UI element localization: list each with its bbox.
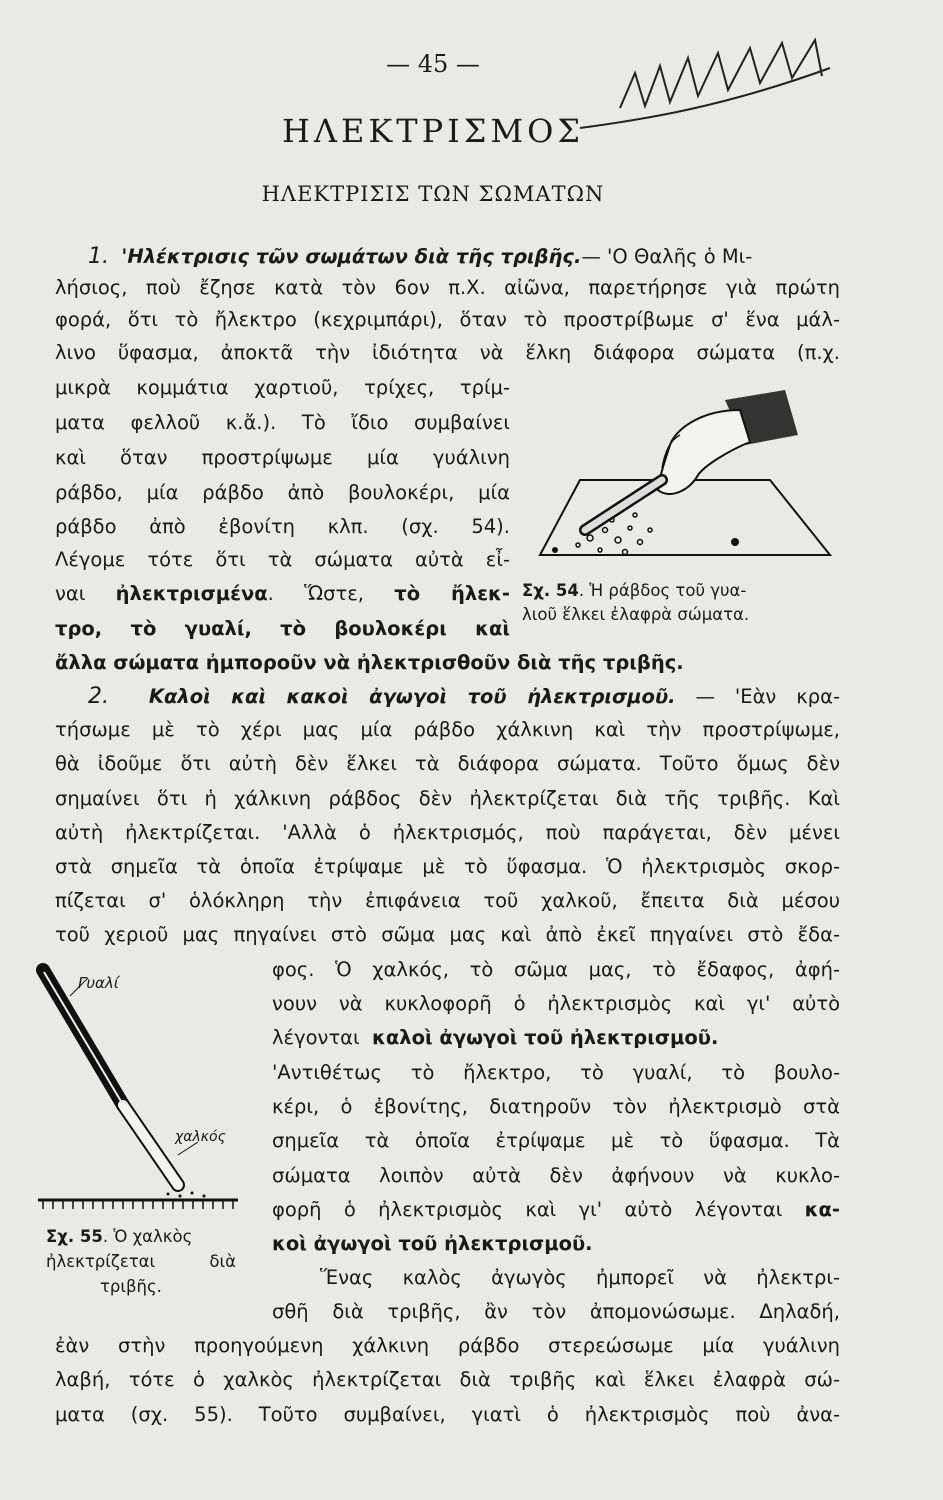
p3-line-1: Ἕνας καλὸς ἀγωγὸς ἠμπορεῖ νὰ ἠλεκτρι- <box>320 1266 840 1289</box>
p2-line-13: κέρι, ὁ ἐβονίτης, διατηροῦν τὸν ἠλεκτρισμὸ στὰ <box>272 1095 840 1118</box>
p1-heading: 'Ηλέκτρισις τῶν σωμάτων διὰ τῆς τριβῆς. <box>121 245 582 268</box>
figure-55-caption-2: ἠλεκτρίζεται διὰ <box>46 1252 236 1271</box>
p2-line-7: πίζεται σ' ὁλόκληρη τὴν ἐπιφάνεια τοῦ χαλκοῦ, ἔπειτα διὰ μέσου <box>55 889 840 912</box>
p3-line-2: σθῆ διὰ τριβῆς, ἂν τὸν ἀπομονώσωμε. Δηλαδή, <box>272 1300 840 1323</box>
p1-line-7: καὶ ὅταν προστρίψωμε μία γυάλινη <box>55 446 510 469</box>
section-title: ΗΛΕΚΤΡΙΣΙΣ ΤΩΝ ΣΩΜΑΤΩΝ <box>261 182 605 206</box>
p1-line-13: ἄλλα σώματα ἠμποροῦν νὰ ἠλεκτρισθοῦν διὰ τῆς τριβῆς. <box>55 651 684 674</box>
figure-55-label-copper: χαλκός <box>175 1129 226 1145</box>
p1-line-12: τρο, τὸ γυαλί, τὸ βουλοκέρι καὶ <box>55 617 510 640</box>
p1-line-3: φορά, ὅτι τὸ ἤλεκτρο (κεχριμπάρι), ὅταν τὸ προστρίβωμε σ' ἕνα μάλ- <box>55 308 840 331</box>
figure-55-label-glass: Γυαλί <box>78 974 119 992</box>
p2-line-2: τήσωμε μὲ τὸ χέρι μας μία ράβδο χάλκινη καὶ τὴν προστρίψωμε, <box>55 718 840 741</box>
p3-line-4: λαβή, τότε ὁ χαλκὸς ἠλεκτρίζεται διὰ τριβῆς καὶ ἕλκει ἐλαφρὰ σώ- <box>55 1368 840 1391</box>
p1-line-2: λήσιος, ποὺ ἔζησε κατὰ τὸν 6ον π.Χ. αἰῶνα, παρετήρησε γιὰ πρώτη <box>55 276 840 299</box>
page-number: — 45 — <box>386 50 480 78</box>
p2-line-11: λέγονται καλοὶ ἀγωγοὶ τοῦ ἠλεκτρισμοῦ. <box>272 1026 719 1049</box>
p2-line-8: τοῦ χεριοῦ μας πηγαίνει στὸ σῶμα μας καὶ ἀπὸ ἐκεῖ πηγαίνει στὸ ἔδα- <box>55 923 840 946</box>
p2-line-10: νουν νὰ κυκλοφορῆ ὁ ἠλεκτρισμὸς καὶ γι' αὐτὸ <box>272 992 840 1015</box>
p2-line-3: θὰ ἰδοῦμε ὅτι αὐτὴ δὲν ἕλκει τὰ διάφορα σώματα. Τοῦτο ὅμως δὲν <box>55 752 840 775</box>
p2-line-4: σημαίνει ὅτι ἡ χάλκινη ράβδος δὲν ἠλεκτρίζεται διὰ τῆς τριβῆς. Καὶ <box>55 787 840 810</box>
p2-line-9: φος. Ὁ χαλκός, τὸ σῶμα μας, τὸ ἔδαφος, ἀφή- <box>272 958 840 981</box>
p1-line-8: ράβδο, μία ράβδο ἀπὸ βουλοκέρι, μία <box>55 481 510 504</box>
p1-line-5: μικρὰ κομμάτια χαρτιοῦ, τρίχες, τρίμ- <box>55 376 510 399</box>
chapter-title: ΗΛΕΚΤΡΙΣΜΟΣ <box>281 112 585 150</box>
p1-line-4: λινο ὕφασμα, ἀποκτᾶ τὴν ἰδιότητα νὰ ἕλκη διάφορα σώματα (π.χ. <box>55 341 840 364</box>
p1-line-10: Λέγομε τότε ὅτι τὰ σώματα αὐτὰ εἶ- <box>55 548 510 571</box>
p2-line-16: φορῆ ὁ ἠλεκτρισμὸς καὶ γι' αὐτὸ λέγονται κα- <box>272 1198 840 1221</box>
p2-line-12: 'Αντιθέτως τὸ ἤλεκτρο, τὸ γυαλί, τὸ βουλο- <box>272 1061 840 1084</box>
p2-line-1: 2. Καλοὶ καὶ κακοὶ ἀγωγοὶ τοῦ ἠλεκτρισμοῦ. — 'Εὰν κρα- <box>88 684 840 709</box>
p3-line-5: ματα (σχ. 55). Τοῦτο συμβαίνει, γιατὶ ὁ ἠλεκτρισμὸς ποὺ ἀνα- <box>55 1403 840 1426</box>
figure-54-caption-1: Σχ. 54. Ἡ ράβδος τοῦ γυα- <box>522 581 747 600</box>
figure-55-caption-1: Σχ. 55. Ὁ χαλκὸς <box>46 1227 193 1246</box>
p1-line-9: ράβδο ἀπὸ ἐβονίτη κλπ. (σχ. 54). <box>55 515 510 538</box>
p1-line-6: ματα φελλοῦ κ.ἄ.). Τὸ ἴδιο συμβαίνει <box>55 411 510 434</box>
p3-line-3: ἐὰν στὴν προηγούμενη χάλκινη ράβδο στερεώσωμε μία γυάλινη <box>55 1334 840 1357</box>
figure-55-copper-rod <box>28 960 248 1210</box>
figure-54-caption-2: λιοῦ ἕλκει ἐλαφρὰ σώματα. <box>522 605 750 624</box>
p1-line-1: 1. 'Ηλέκτρισις τῶν σωμάτων διὰ τῆς τριβῆς.— 'Ο Θαλῆς ὁ Μι- <box>88 244 753 269</box>
p2-heading: Καλοὶ καὶ κακοὶ ἀγωγοὶ τοῦ ἠλεκτρισμοῦ. <box>148 685 676 708</box>
p2-line-15: σώματα λοιπὸν αὐτὰ δὲν ἀφήνουν νὰ κυκλο- <box>272 1164 840 1187</box>
p2-line-17: κοὶ ἀγωγοὶ τοῦ ἠλεκτρισμοῦ. <box>272 1232 593 1255</box>
p1-line-11: ναι ἠλεκτρισμένα. Ὥστε, τὸ ἤλεκ- <box>55 582 511 605</box>
p2-line-6: στὰ σημεῖα τὰ ὁποῖα ἐτρίψαμε μὲ τὸ ὕφασμα. Ὁ ἠλεκτρισμὸς σκορ- <box>55 855 840 878</box>
figure-54-rubbed-glass-rod <box>530 380 840 580</box>
p2-line-14: σημεῖα τὰ ὁποῖα ἐτρίψαμε μὲ τὸ ὕφασμα. Τὰ <box>272 1129 840 1152</box>
figure-55-caption-3: τριβῆς. <box>100 1277 162 1296</box>
p2-line-5: αὐτὴ ἠλεκτρίζεται. 'Αλλὰ ὁ ἠλεκτρισμός, ποὺ παράγεται, δὲν μένει <box>55 821 840 844</box>
